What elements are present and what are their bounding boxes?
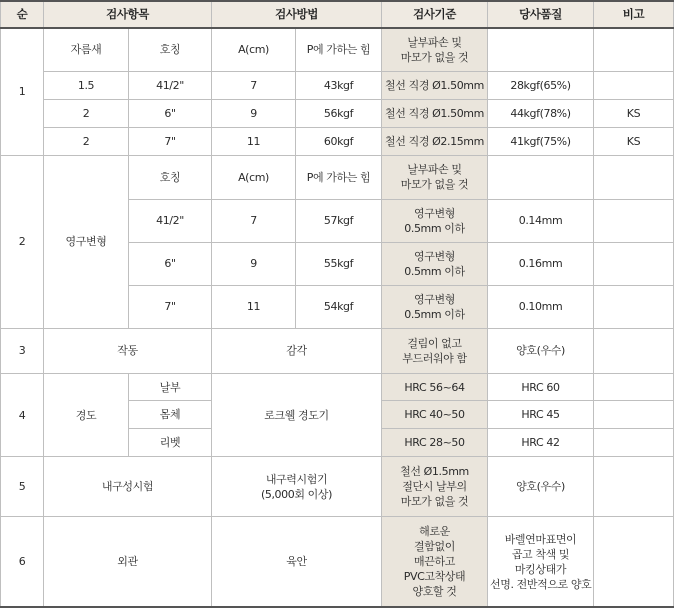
- s3-note: [594, 328, 674, 373]
- s2-a-value: 11: [212, 285, 296, 328]
- s1-quality: 41kgf(75%): [488, 127, 594, 155]
- s2-force: 57kgf: [296, 199, 382, 242]
- table-row: [1, 374, 674, 401]
- s5-no: 5: [1, 457, 44, 517]
- s1-subheader-quality: [488, 28, 594, 71]
- s2-quality: 0.14mm: [488, 199, 594, 242]
- header-quality: 당사품질: [488, 1, 594, 28]
- s6-note: [594, 517, 674, 607]
- s4-no: 4: [1, 374, 44, 457]
- s2-standard: 영구변형 0.5mm 이하: [382, 285, 488, 328]
- s6-item: 외관: [44, 517, 212, 607]
- s4-part: 리벳: [129, 429, 212, 457]
- s2-standard: 영구변형 0.5mm 이하: [382, 199, 488, 242]
- s2-subheader-standard: 날부파손 및 마모가 없을 것: [382, 155, 488, 199]
- s1-a-value: 7: [212, 71, 296, 99]
- s4-part: 몸체: [129, 401, 212, 429]
- s1-force: 43kgf: [296, 71, 382, 99]
- s4-note: [594, 401, 674, 429]
- s2-size: 6": [129, 242, 212, 285]
- s6-quality: 바렐연마표면이 곱고 착색 및 마킹상태가 선명. 전반적으로 양호: [488, 517, 594, 607]
- table-row: [1, 99, 674, 127]
- s1-subheader-note: [594, 28, 674, 71]
- s1-force: 60kgf: [296, 127, 382, 155]
- s4-part: 날부: [129, 374, 212, 401]
- s6-row: [1, 517, 674, 607]
- s2-note: [594, 199, 674, 242]
- s1-standard: 철선 직경 Ø1.50mm: [382, 71, 488, 99]
- table-row: [1, 127, 674, 155]
- header-no: 순: [1, 1, 44, 28]
- header-note: 비고: [594, 1, 674, 28]
- s4-item: 경도: [44, 374, 129, 457]
- s4-method: 로크웰 경도기: [212, 374, 382, 457]
- s1-standard: 철선 직경 Ø1.50mm: [382, 99, 488, 127]
- s2-quality: 0.10mm: [488, 285, 594, 328]
- s4-quality: HRC 45: [488, 401, 594, 429]
- s2-a-value: 9: [212, 242, 296, 285]
- s3-standard: 걸림이 없고 부드러워야 함: [382, 328, 488, 373]
- header-standard: 검사기준: [382, 1, 488, 28]
- s6-no: 6: [1, 517, 44, 607]
- s4-quality: HRC 42: [488, 429, 594, 457]
- s2-quality: 0.16mm: [488, 242, 594, 285]
- s2-subheader-row: [1, 155, 674, 199]
- s2-a-value: 7: [212, 199, 296, 242]
- s1-subheader-size: 호칭: [129, 28, 212, 71]
- s6-method: 육안: [212, 517, 382, 607]
- s5-standard: 철선 Ø1.5mm 절단시 날부의 마모가 없을 것: [382, 457, 488, 517]
- s1-size: 7": [129, 127, 212, 155]
- s1-size: 41/2": [129, 71, 212, 99]
- s1-size: 6": [129, 99, 212, 127]
- s4-standard: HRC 28~50: [382, 429, 488, 457]
- s1-cut-width: 2: [44, 127, 129, 155]
- s2-size: 41/2": [129, 199, 212, 242]
- s4-quality: HRC 60: [488, 374, 594, 401]
- s2-size: 7": [129, 285, 212, 328]
- s1-subheader-a: A(cm): [212, 28, 296, 71]
- s2-subheader-a: A(cm): [212, 155, 296, 199]
- s6-standard: 해로운 결함없이 매끈하고 PVC고착상태 양호할 것: [382, 517, 488, 607]
- s5-note: [594, 457, 674, 517]
- s2-subheader-quality: [488, 155, 594, 199]
- s1-subheader-standard: 날부파손 및 마모가 없을 것: [382, 28, 488, 71]
- s2-force: 55kgf: [296, 242, 382, 285]
- s2-subheader-p: P에 가하는 힘: [296, 155, 382, 199]
- s2-note: [594, 285, 674, 328]
- header-item: 검사항목: [44, 1, 212, 28]
- s2-subheader-size: 호칭: [129, 155, 212, 199]
- s4-standard: HRC 40~50: [382, 401, 488, 429]
- s1-cut-width: 1.5: [44, 71, 129, 99]
- s3-no: 3: [1, 328, 44, 373]
- s4-note: [594, 429, 674, 457]
- s1-a-value: 9: [212, 99, 296, 127]
- s2-no: 2: [1, 155, 44, 328]
- table-row: [1, 71, 674, 99]
- s2-force: 54kgf: [296, 285, 382, 328]
- s3-quality: 양호(우수): [488, 328, 594, 373]
- s3-row: [1, 328, 674, 373]
- s2-item: 영구변형: [44, 155, 129, 328]
- s1-subheader-p: P에 가하는 힘: [296, 28, 382, 71]
- s5-method: 내구력시험기 (5,000회 이상): [212, 457, 382, 517]
- s3-item: 작동: [44, 328, 212, 373]
- s4-note: [594, 374, 674, 401]
- s1-a-value: 11: [212, 127, 296, 155]
- s1-no: 1: [1, 28, 44, 155]
- s1-cut-width: 2: [44, 99, 129, 127]
- s5-item: 내구성시험: [44, 457, 212, 517]
- s1-note: KS: [594, 99, 674, 127]
- s5-row: [1, 457, 674, 517]
- s1-force: 56kgf: [296, 99, 382, 127]
- s1-note: KS: [594, 127, 674, 155]
- s1-quality: 44kgf(78%): [488, 99, 594, 127]
- s4-standard: HRC 56~64: [382, 374, 488, 401]
- s2-subheader-note: [594, 155, 674, 199]
- s1-standard: 철선 직경 Ø2.15mm: [382, 127, 488, 155]
- s2-standard: 영구변형 0.5mm 이하: [382, 242, 488, 285]
- s1-quality: 28kgf(65%): [488, 71, 594, 99]
- s3-method: 감각: [212, 328, 382, 373]
- s1-note: [594, 71, 674, 99]
- s2-note: [594, 242, 674, 285]
- header-row: [1, 1, 674, 28]
- s1-subheader-cut: 자름새: [44, 28, 129, 71]
- header-method: 검사방법: [212, 1, 382, 28]
- s5-quality: 양호(우수): [488, 457, 594, 517]
- s1-subheader-row: [1, 28, 674, 71]
